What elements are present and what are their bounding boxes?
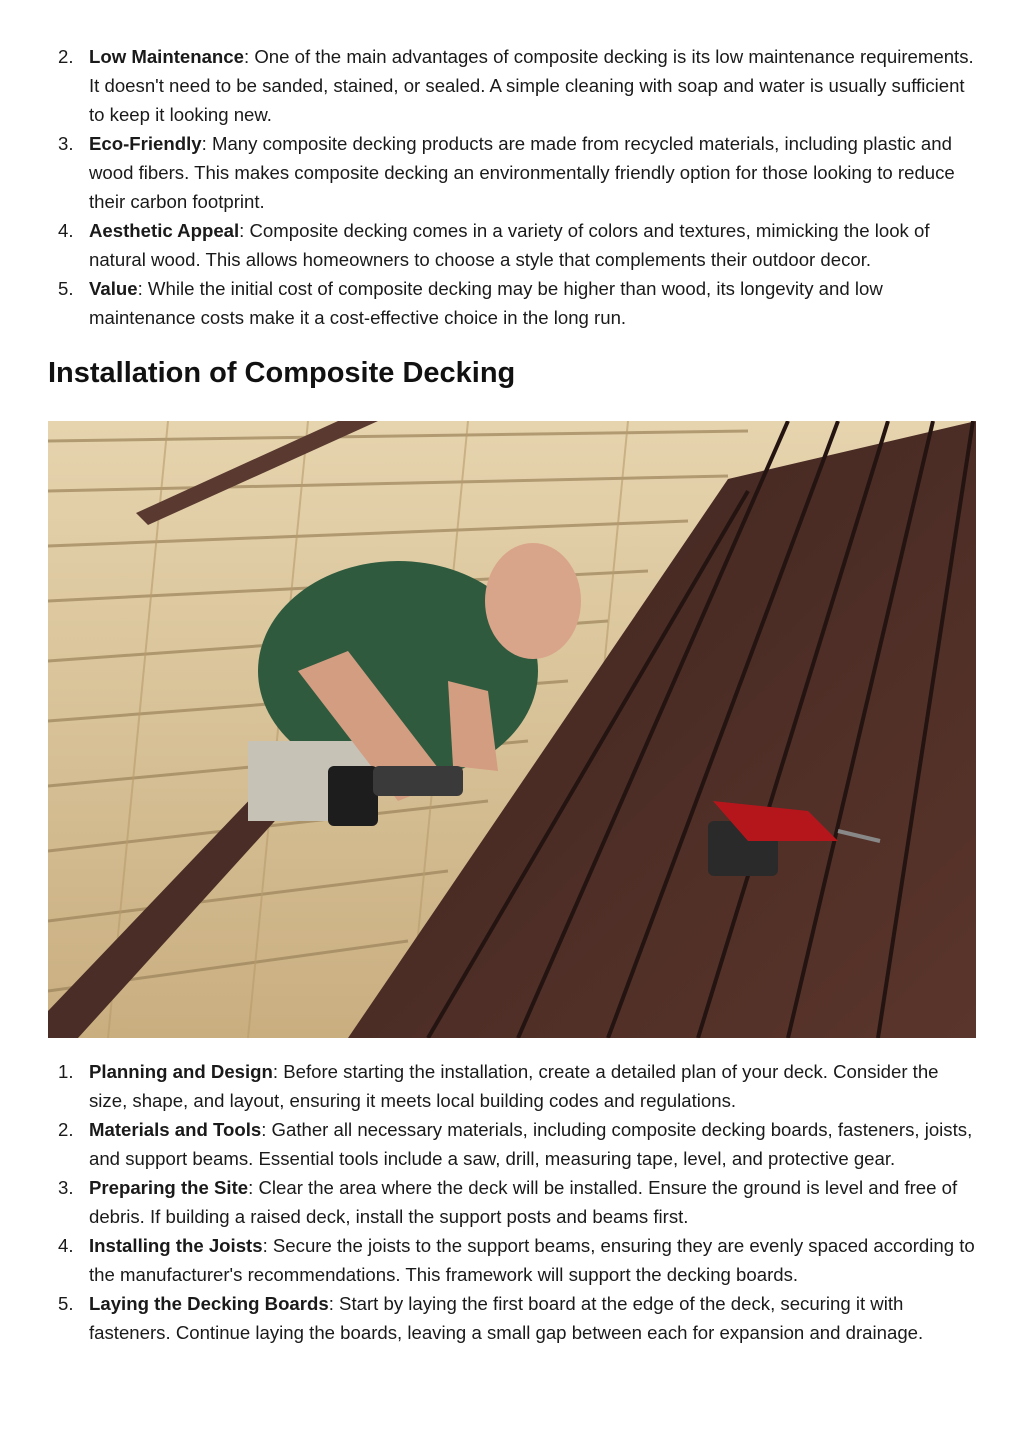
list-number: 3. [58,133,74,154]
item-text: : Many composite decking products are made from recycled materials, including plastic and wood fibers. This makes composite decking an environmentally friendly option for those looking to reduce their carbon footprint. [89,133,955,212]
item-text: : Gather all necessary materials, including composite decking boards, fasteners, joists, and support beams. Essential tools include a saw, drill, measuring tape, level, and protective gear. [89,1119,973,1169]
list-item [48,274,978,332]
item-text: : Clear the area where the deck will be installed. Ensure the ground is level and free of debris. If building a raised deck, install the support posts and beams first. [89,1177,958,1227]
list-number: 1. [58,1061,74,1082]
document-page [48,42,978,1347]
list-item [48,42,978,129]
list-item [48,1231,978,1289]
list-number: 3. [58,1177,74,1198]
list-item [48,129,978,216]
list-number: 4. [58,1235,74,1256]
deck-installation-photo [48,421,976,1038]
photo-illustration [48,421,976,1038]
list-item [48,216,978,274]
list-item [48,1115,978,1173]
item-title: Value [89,278,138,299]
installation-steps-list [48,1057,978,1347]
list-number: 2. [58,46,74,67]
list-number: 5. [58,278,74,299]
item-title: Materials and Tools [89,1119,262,1140]
item-text: : Secure the joists to the support beams, ensuring they are evenly spaced according to the manufacturer's recommendations. This framework will support the decking boards. [89,1235,975,1285]
item-title: Preparing the Site [89,1177,249,1198]
section-heading: Installation of Composite Decking [48,357,516,389]
item-text: : Before starting the installation, create a detailed plan of your deck. Consider the size, shape, and layout, ensuring it meets local building codes and regulations. [89,1061,939,1111]
item-title: Aesthetic Appeal [89,220,240,241]
item-title: Installing the Joists [89,1235,263,1256]
list-number: 4. [58,220,74,241]
benefits-list [48,42,978,332]
list-number: 5. [58,1293,74,1314]
item-title: Laying the Decking Boards [89,1293,329,1314]
item-title: Eco-Friendly [89,133,202,154]
item-text: : One of the main advantages of composite decking is its low maintenance requirements. It doesn't need to be sanded, stained, or sealed. A simple cleaning with soap and water is usually sufficient to keep it looking new. [89,46,974,125]
item-text: : Composite decking comes in a variety of colors and textures, mimicking the look of natural wood. This allows homeowners to choose a style that complements their outdoor decor. [89,220,930,270]
list-item [48,1289,978,1347]
item-title: Planning and Design [89,1061,273,1082]
item-text: : Start by laying the first board at the edge of the deck, securing it with fasteners. Continue laying the boards, leaving a small gap between each for expansion and drainage. [89,1293,924,1343]
list-item [48,1057,978,1115]
list-number: 2. [58,1119,74,1140]
item-title: Low Maintenance [89,46,244,67]
item-text: : While the initial cost of composite decking may be higher than wood, its longevity and low maintenance costs make it a cost-effective choice in the long run. [89,278,883,328]
list-item [48,1173,978,1231]
